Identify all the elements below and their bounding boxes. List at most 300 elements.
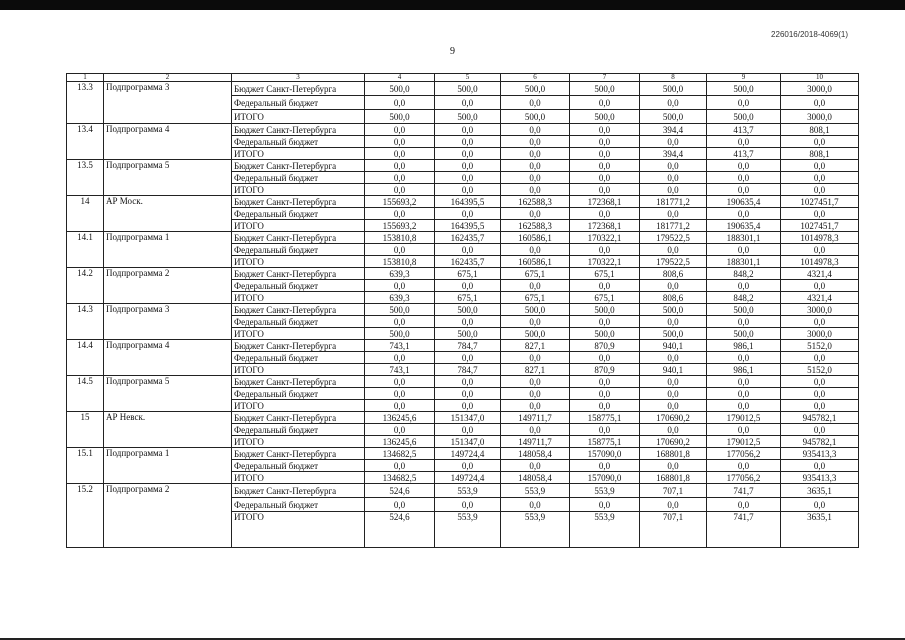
value-cell: 134682,5 — [365, 448, 435, 460]
value-cell: 940,1 — [640, 340, 707, 352]
item-code: 13.3 — [67, 82, 104, 124]
value-cell: 160586,1 — [501, 256, 570, 268]
value-cell: 0,0 — [707, 96, 781, 110]
item-code: 14.5 — [67, 376, 104, 412]
value-cell: 158775,1 — [570, 412, 640, 424]
value-cell: 0,0 — [435, 316, 501, 328]
value-cell: 827,1 — [501, 364, 570, 376]
funding-source: Бюджет Санкт-Петербурга — [232, 232, 365, 244]
value-cell: 553,9 — [435, 512, 501, 548]
value-cell: 0,0 — [707, 244, 781, 256]
funding-source: Бюджет Санкт-Петербурга — [232, 268, 365, 280]
funding-source: ИТОГО — [232, 184, 365, 196]
value-cell: 0,0 — [570, 460, 640, 472]
value-cell: 177056,2 — [707, 448, 781, 460]
funding-source: Бюджет Санкт-Петербурга — [232, 448, 365, 460]
item-name: Подпрограмма 2 — [104, 268, 232, 304]
value-cell: 4321,4 — [781, 268, 859, 280]
table-row — [67, 376, 859, 388]
value-cell: 500,0 — [570, 328, 640, 340]
value-cell: 0,0 — [435, 498, 501, 512]
value-cell: 0,0 — [781, 400, 859, 412]
table-row — [67, 124, 859, 136]
value-cell: 500,0 — [365, 304, 435, 316]
value-cell: 0,0 — [570, 316, 640, 328]
value-cell: 164395,5 — [435, 196, 501, 208]
value-cell: 500,0 — [570, 304, 640, 316]
value-cell: 136245,6 — [365, 436, 435, 448]
value-cell: 179012,5 — [707, 436, 781, 448]
value-cell: 0,0 — [707, 400, 781, 412]
value-cell: 784,7 — [435, 340, 501, 352]
value-cell: 168801,8 — [640, 472, 707, 484]
value-cell: 164395,5 — [435, 220, 501, 232]
value-cell: 0,0 — [781, 424, 859, 436]
value-cell: 500,0 — [501, 110, 570, 124]
value-cell: 0,0 — [501, 244, 570, 256]
value-cell: 170690,2 — [640, 412, 707, 424]
value-cell: 413,7 — [707, 148, 781, 160]
value-cell: 0,0 — [365, 172, 435, 184]
item-code: 15 — [67, 412, 104, 448]
value-cell: 0,0 — [365, 124, 435, 136]
value-cell: 0,0 — [570, 424, 640, 436]
value-cell: 394,4 — [640, 124, 707, 136]
value-cell: 0,0 — [501, 160, 570, 172]
value-cell: 0,0 — [640, 424, 707, 436]
value-cell: 675,1 — [501, 292, 570, 304]
funding-source: Бюджет Санкт-Петербурга — [232, 376, 365, 388]
value-cell: 940,1 — [640, 364, 707, 376]
value-cell: 500,0 — [707, 304, 781, 316]
value-cell: 3000,0 — [781, 110, 859, 124]
value-cell: 179522,5 — [640, 232, 707, 244]
value-cell: 413,7 — [707, 124, 781, 136]
value-cell: 0,0 — [501, 208, 570, 220]
value-cell: 0,0 — [570, 498, 640, 512]
value-cell: 553,9 — [570, 484, 640, 498]
item-code: 14.4 — [67, 340, 104, 376]
funding-source: Федеральный бюджет — [232, 136, 365, 148]
item-code: 14.1 — [67, 232, 104, 268]
scan-top-border — [0, 0, 905, 10]
column-number: 6 — [501, 74, 570, 82]
value-cell: 500,0 — [365, 82, 435, 96]
value-cell: 675,1 — [435, 268, 501, 280]
value-cell: 0,0 — [781, 460, 859, 472]
value-cell: 741,7 — [707, 512, 781, 548]
value-cell: 149711,7 — [501, 436, 570, 448]
value-cell: 0,0 — [435, 280, 501, 292]
value-cell: 0,0 — [365, 184, 435, 196]
item-name: Подпрограмма 1 — [104, 448, 232, 484]
table-row — [67, 412, 859, 424]
value-cell: 808,6 — [640, 268, 707, 280]
value-cell: 0,0 — [365, 498, 435, 512]
value-cell: 0,0 — [570, 208, 640, 220]
value-cell: 743,1 — [365, 340, 435, 352]
value-cell: 0,0 — [570, 376, 640, 388]
value-cell: 0,0 — [435, 352, 501, 364]
budget-table — [66, 73, 859, 548]
funding-source: Бюджет Санкт-Петербурга — [232, 484, 365, 498]
item-name: Подпрограмма 4 — [104, 340, 232, 376]
funding-source: Федеральный бюджет — [232, 208, 365, 220]
column-number-row — [67, 74, 859, 82]
value-cell: 170322,1 — [570, 232, 640, 244]
value-cell: 500,0 — [640, 304, 707, 316]
funding-source: ИТОГО — [232, 436, 365, 448]
value-cell: 0,0 — [435, 460, 501, 472]
value-cell: 675,1 — [501, 268, 570, 280]
funding-source: Федеральный бюджет — [232, 460, 365, 472]
value-cell: 0,0 — [640, 244, 707, 256]
value-cell: 0,0 — [781, 498, 859, 512]
value-cell: 134682,5 — [365, 472, 435, 484]
value-cell: 162588,3 — [501, 220, 570, 232]
value-cell: 148058,4 — [501, 448, 570, 460]
value-cell: 500,0 — [365, 110, 435, 124]
value-cell: 3635,1 — [781, 484, 859, 498]
funding-source: Федеральный бюджет — [232, 96, 365, 110]
value-cell: 500,0 — [365, 328, 435, 340]
value-cell: 0,0 — [707, 316, 781, 328]
value-cell: 5152,0 — [781, 340, 859, 352]
table-row — [67, 484, 859, 498]
value-cell: 168801,8 — [640, 448, 707, 460]
value-cell: 986,1 — [707, 364, 781, 376]
value-cell: 0,0 — [435, 96, 501, 110]
value-cell: 0,0 — [781, 376, 859, 388]
value-cell: 0,0 — [501, 184, 570, 196]
value-cell: 0,0 — [365, 424, 435, 436]
value-cell: 0,0 — [501, 172, 570, 184]
value-cell: 0,0 — [781, 316, 859, 328]
value-cell: 500,0 — [435, 304, 501, 316]
value-cell: 0,0 — [640, 208, 707, 220]
value-cell: 0,0 — [435, 376, 501, 388]
value-cell: 0,0 — [501, 136, 570, 148]
value-cell: 162588,3 — [501, 196, 570, 208]
value-cell: 0,0 — [781, 136, 859, 148]
table-row — [67, 82, 859, 96]
value-cell: 3000,0 — [781, 304, 859, 316]
value-cell: 0,0 — [435, 244, 501, 256]
document-id: 226016/2018-4069(1) — [771, 30, 848, 39]
value-cell: 172368,1 — [570, 196, 640, 208]
value-cell: 0,0 — [707, 160, 781, 172]
value-cell: 179522,5 — [640, 256, 707, 268]
item-name: Подпрограмма 1 — [104, 232, 232, 268]
funding-source: ИТОГО — [232, 400, 365, 412]
value-cell: 3635,1 — [781, 512, 859, 548]
value-cell: 0,0 — [435, 184, 501, 196]
value-cell: 136245,6 — [365, 412, 435, 424]
value-cell: 177056,2 — [707, 472, 781, 484]
value-cell: 0,0 — [570, 400, 640, 412]
value-cell: 0,0 — [501, 124, 570, 136]
value-cell: 0,0 — [640, 498, 707, 512]
value-cell: 0,0 — [365, 388, 435, 400]
value-cell: 0,0 — [570, 280, 640, 292]
value-cell: 0,0 — [707, 388, 781, 400]
value-cell: 0,0 — [781, 244, 859, 256]
value-cell: 553,9 — [435, 484, 501, 498]
value-cell: 0,0 — [501, 424, 570, 436]
value-cell: 524,6 — [365, 484, 435, 498]
value-cell: 524,6 — [365, 512, 435, 548]
value-cell: 151347,0 — [435, 412, 501, 424]
value-cell: 553,9 — [501, 512, 570, 548]
value-cell: 0,0 — [781, 388, 859, 400]
value-cell: 675,1 — [570, 292, 640, 304]
value-cell: 500,0 — [640, 82, 707, 96]
value-cell: 0,0 — [435, 424, 501, 436]
value-cell: 0,0 — [365, 136, 435, 148]
column-number: 1 — [67, 74, 104, 82]
funding-source: Федеральный бюджет — [232, 244, 365, 256]
value-cell: 945782,1 — [781, 412, 859, 424]
value-cell: 162435,7 — [435, 232, 501, 244]
item-code: 14.2 — [67, 268, 104, 304]
value-cell: 0,0 — [781, 208, 859, 220]
value-cell: 179012,5 — [707, 412, 781, 424]
value-cell: 0,0 — [570, 388, 640, 400]
value-cell: 3000,0 — [781, 82, 859, 96]
value-cell: 0,0 — [435, 136, 501, 148]
value-cell: 0,0 — [365, 316, 435, 328]
value-cell: 675,1 — [570, 268, 640, 280]
value-cell: 170690,2 — [640, 436, 707, 448]
column-number: 5 — [435, 74, 501, 82]
value-cell: 500,0 — [707, 82, 781, 96]
value-cell: 1027451,7 — [781, 220, 859, 232]
table-row — [67, 340, 859, 352]
value-cell: 149724,4 — [435, 472, 501, 484]
value-cell: 0,0 — [501, 376, 570, 388]
value-cell: 0,0 — [570, 160, 640, 172]
value-cell: 148058,4 — [501, 472, 570, 484]
funding-source: ИТОГО — [232, 148, 365, 160]
value-cell: 500,0 — [435, 82, 501, 96]
value-cell: 0,0 — [501, 498, 570, 512]
column-number: 9 — [707, 74, 781, 82]
funding-source: Бюджет Санкт-Петербурга — [232, 304, 365, 316]
value-cell: 0,0 — [365, 208, 435, 220]
item-code: 15.1 — [67, 448, 104, 484]
value-cell: 0,0 — [365, 280, 435, 292]
value-cell: 0,0 — [781, 352, 859, 364]
funding-source: Федеральный бюджет — [232, 352, 365, 364]
value-cell: 160586,1 — [501, 232, 570, 244]
value-cell: 162435,7 — [435, 256, 501, 268]
value-cell: 0,0 — [435, 400, 501, 412]
item-code: 14.3 — [67, 304, 104, 340]
value-cell: 808,6 — [640, 292, 707, 304]
value-cell: 0,0 — [781, 96, 859, 110]
value-cell: 188301,1 — [707, 232, 781, 244]
funding-source: Бюджет Санкт-Петербурга — [232, 196, 365, 208]
value-cell: 500,0 — [501, 304, 570, 316]
value-cell: 639,3 — [365, 268, 435, 280]
value-cell: 188301,1 — [707, 256, 781, 268]
value-cell: 0,0 — [640, 316, 707, 328]
value-cell: 0,0 — [435, 148, 501, 160]
value-cell: 0,0 — [435, 172, 501, 184]
item-code: 13.4 — [67, 124, 104, 160]
value-cell: 0,0 — [570, 124, 640, 136]
value-cell: 3000,0 — [781, 328, 859, 340]
funding-source: Федеральный бюджет — [232, 424, 365, 436]
column-number: 10 — [781, 74, 859, 82]
column-number: 7 — [570, 74, 640, 82]
value-cell: 0,0 — [707, 376, 781, 388]
value-cell: 153810,8 — [365, 232, 435, 244]
value-cell: 0,0 — [640, 280, 707, 292]
value-cell: 500,0 — [640, 328, 707, 340]
funding-source: ИТОГО — [232, 110, 365, 124]
value-cell: 935413,3 — [781, 448, 859, 460]
value-cell: 4321,4 — [781, 292, 859, 304]
value-cell: 0,0 — [365, 244, 435, 256]
value-cell: 0,0 — [501, 96, 570, 110]
value-cell: 707,1 — [640, 512, 707, 548]
value-cell: 0,0 — [501, 400, 570, 412]
table-row — [67, 448, 859, 460]
value-cell: 0,0 — [501, 148, 570, 160]
value-cell: 0,0 — [640, 96, 707, 110]
value-cell: 0,0 — [435, 388, 501, 400]
value-cell: 0,0 — [365, 376, 435, 388]
value-cell: 0,0 — [365, 460, 435, 472]
funding-source: Бюджет Санкт-Петербурга — [232, 340, 365, 352]
table-row — [67, 196, 859, 208]
value-cell: 0,0 — [365, 160, 435, 172]
value-cell: 500,0 — [501, 82, 570, 96]
value-cell: 0,0 — [707, 280, 781, 292]
value-cell: 157090,0 — [570, 448, 640, 460]
funding-source: Бюджет Санкт-Петербурга — [232, 160, 365, 172]
funding-source: Федеральный бюджет — [232, 316, 365, 328]
table-row — [67, 160, 859, 172]
value-cell: 5152,0 — [781, 364, 859, 376]
item-name: АР Невск. — [104, 412, 232, 448]
item-code: 15.2 — [67, 484, 104, 548]
item-code: 13.5 — [67, 160, 104, 196]
value-cell: 500,0 — [435, 110, 501, 124]
item-name: Подпрограмма 3 — [104, 82, 232, 124]
column-number: 3 — [232, 74, 365, 82]
value-cell: 0,0 — [570, 172, 640, 184]
value-cell: 0,0 — [707, 208, 781, 220]
funding-source: Федеральный бюджет — [232, 388, 365, 400]
value-cell: 500,0 — [501, 328, 570, 340]
value-cell: 0,0 — [570, 136, 640, 148]
table-row — [67, 268, 859, 280]
value-cell: 0,0 — [640, 388, 707, 400]
value-cell: 0,0 — [640, 184, 707, 196]
value-cell: 151347,0 — [435, 436, 501, 448]
value-cell: 945782,1 — [781, 436, 859, 448]
value-cell: 0,0 — [435, 160, 501, 172]
value-cell: 394,4 — [640, 148, 707, 160]
value-cell: 707,1 — [640, 484, 707, 498]
item-name: Подпрограмма 3 — [104, 304, 232, 340]
value-cell: 181771,2 — [640, 220, 707, 232]
column-number: 4 — [365, 74, 435, 82]
value-cell: 153810,8 — [365, 256, 435, 268]
value-cell: 0,0 — [640, 172, 707, 184]
funding-source: ИТОГО — [232, 292, 365, 304]
value-cell: 0,0 — [570, 148, 640, 160]
value-cell: 848,2 — [707, 292, 781, 304]
value-cell: 0,0 — [365, 352, 435, 364]
funding-source: Федеральный бюджет — [232, 172, 365, 184]
funding-source: ИТОГО — [232, 472, 365, 484]
value-cell: 500,0 — [707, 328, 781, 340]
value-cell: 170322,1 — [570, 256, 640, 268]
table-row — [67, 304, 859, 316]
value-cell: 181771,2 — [640, 196, 707, 208]
value-cell: 0,0 — [365, 148, 435, 160]
item-name: Подпрограмма 4 — [104, 124, 232, 160]
value-cell: 0,0 — [707, 460, 781, 472]
value-cell: 0,0 — [570, 244, 640, 256]
value-cell: 500,0 — [707, 110, 781, 124]
value-cell: 0,0 — [501, 316, 570, 328]
value-cell: 553,9 — [570, 512, 640, 548]
value-cell: 0,0 — [435, 208, 501, 220]
value-cell: 986,1 — [707, 340, 781, 352]
value-cell: 0,0 — [707, 172, 781, 184]
value-cell: 0,0 — [781, 280, 859, 292]
value-cell: 827,1 — [501, 340, 570, 352]
item-name: Подпрограмма 5 — [104, 160, 232, 196]
funding-source: Бюджет Санкт-Петербурга — [232, 412, 365, 424]
value-cell: 0,0 — [365, 400, 435, 412]
funding-source: ИТОГО — [232, 512, 365, 548]
value-cell: 848,2 — [707, 268, 781, 280]
value-cell: 741,7 — [707, 484, 781, 498]
value-cell: 0,0 — [570, 96, 640, 110]
value-cell: 0,0 — [640, 136, 707, 148]
value-cell: 808,1 — [781, 148, 859, 160]
value-cell: 149711,7 — [501, 412, 570, 424]
value-cell: 675,1 — [435, 292, 501, 304]
value-cell: 935413,3 — [781, 472, 859, 484]
funding-source: ИТОГО — [232, 256, 365, 268]
value-cell: 155693,2 — [365, 196, 435, 208]
funding-source: ИТОГО — [232, 364, 365, 376]
value-cell: 1014978,3 — [781, 256, 859, 268]
item-name: АР Моск. — [104, 196, 232, 232]
table-row — [67, 232, 859, 244]
value-cell: 500,0 — [435, 328, 501, 340]
value-cell: 149724,4 — [435, 448, 501, 460]
value-cell: 0,0 — [640, 376, 707, 388]
funding-source: ИТОГО — [232, 220, 365, 232]
value-cell: 0,0 — [570, 352, 640, 364]
value-cell: 553,9 — [501, 484, 570, 498]
funding-source: Бюджет Санкт-Петербурга — [232, 82, 365, 96]
value-cell: 0,0 — [435, 124, 501, 136]
value-cell: 639,3 — [365, 292, 435, 304]
value-cell: 0,0 — [707, 498, 781, 512]
value-cell: 0,0 — [640, 400, 707, 412]
funding-source: Федеральный бюджет — [232, 280, 365, 292]
column-number: 8 — [640, 74, 707, 82]
value-cell: 0,0 — [707, 136, 781, 148]
